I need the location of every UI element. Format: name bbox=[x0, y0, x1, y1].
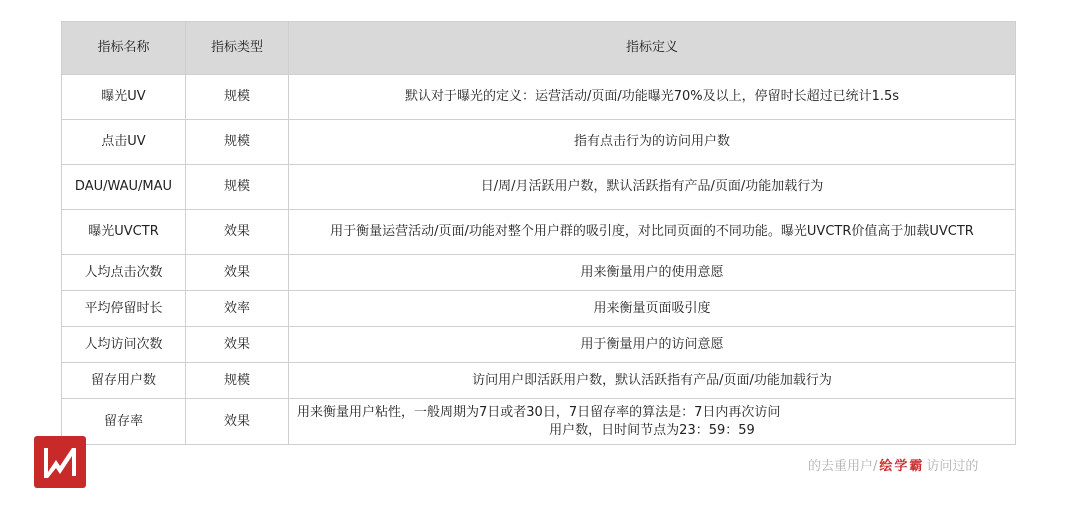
metric-type-cell: 效果 bbox=[186, 210, 289, 255]
metric-name-cell: 留存用户数 bbox=[62, 363, 186, 399]
watermark-brand: 绘学霸 bbox=[879, 459, 925, 474]
metric-definition-cell bbox=[289, 399, 1016, 445]
metric-name-cell: DAU/WAU/MAU bbox=[62, 165, 186, 210]
metric-type-cell: 效果 bbox=[186, 327, 289, 363]
metric-type-cell: 规模 bbox=[186, 75, 289, 120]
table-row bbox=[62, 120, 1016, 165]
watermark-text: 的去重用户/ bbox=[808, 459, 878, 474]
metric-name-cell: 点击UV bbox=[62, 120, 186, 165]
table-row bbox=[62, 75, 1016, 120]
header-metric-type: 指标类型 bbox=[186, 22, 289, 75]
metric-definition-cell: 用于衡量运营活动/页面/功能对整个用户群的吸引度，对比同页面的不同功能。曝光UVCTR价值高于加载UVCTR bbox=[289, 210, 1016, 255]
metric-definition-cell: 指有点击行为的访问用户数 bbox=[289, 120, 1016, 165]
definition-line-1: 用来衡量用户粘性，一般周期为7日或者30日，7日留存率的算法是：7日内再次访问 bbox=[297, 404, 781, 420]
definition-line-2: 用户数，日时间节点为23：59：59 bbox=[549, 422, 755, 438]
metric-type-cell: 效果 bbox=[186, 399, 289, 445]
watermark bbox=[808, 458, 978, 476]
table-row bbox=[62, 255, 1016, 291]
metric-definition-cell: 默认对于曝光的定义：运营活动/页面/功能曝光70%及以上，停留时长超过已统计1.5s bbox=[289, 75, 1016, 120]
metric-name-cell: 曝光UVCTR bbox=[62, 210, 186, 255]
table-header-row bbox=[62, 22, 1016, 75]
metric-type-cell: 效果 bbox=[186, 255, 289, 291]
metrics-table bbox=[61, 21, 1016, 445]
brand-logo bbox=[34, 436, 86, 488]
metric-type-cell: 规模 bbox=[186, 363, 289, 399]
watermark-text-tail: 访问过的 bbox=[926, 459, 979, 474]
table-row bbox=[62, 165, 1016, 210]
table-row bbox=[62, 363, 1016, 399]
table-row bbox=[62, 291, 1016, 327]
metric-name-cell: 平均停留时长 bbox=[62, 291, 186, 327]
metric-type-cell: 规模 bbox=[186, 165, 289, 210]
metric-definition-cell: 用于衡量用户的访问意愿 bbox=[289, 327, 1016, 363]
metric-definition-cell: 用来衡量页面吸引度 bbox=[289, 291, 1016, 327]
logo-icon bbox=[34, 436, 86, 488]
metric-type-cell: 规模 bbox=[186, 120, 289, 165]
metric-definition-cell: 访问用户即活跃用户数，默认活跃指有产品/页面/功能加载行为 bbox=[289, 363, 1016, 399]
metric-definition-cell: 用来衡量用户的使用意愿 bbox=[289, 255, 1016, 291]
metric-name-cell: 人均点击次数 bbox=[62, 255, 186, 291]
metric-name-cell: 留存率 bbox=[62, 399, 186, 445]
header-metric-definition: 指标定义 bbox=[289, 22, 1016, 75]
header-metric-name: 指标名称 bbox=[62, 22, 186, 75]
metric-name-cell: 人均访问次数 bbox=[62, 327, 186, 363]
metric-definition-cell: 日/周/月活跃用户数，默认活跃指有产品/页面/功能加载行为 bbox=[289, 165, 1016, 210]
table-row bbox=[62, 210, 1016, 255]
metric-type-cell: 效率 bbox=[186, 291, 289, 327]
table-row bbox=[62, 399, 1016, 445]
metric-name-cell: 曝光UV bbox=[62, 75, 186, 120]
table-row bbox=[62, 327, 1016, 363]
